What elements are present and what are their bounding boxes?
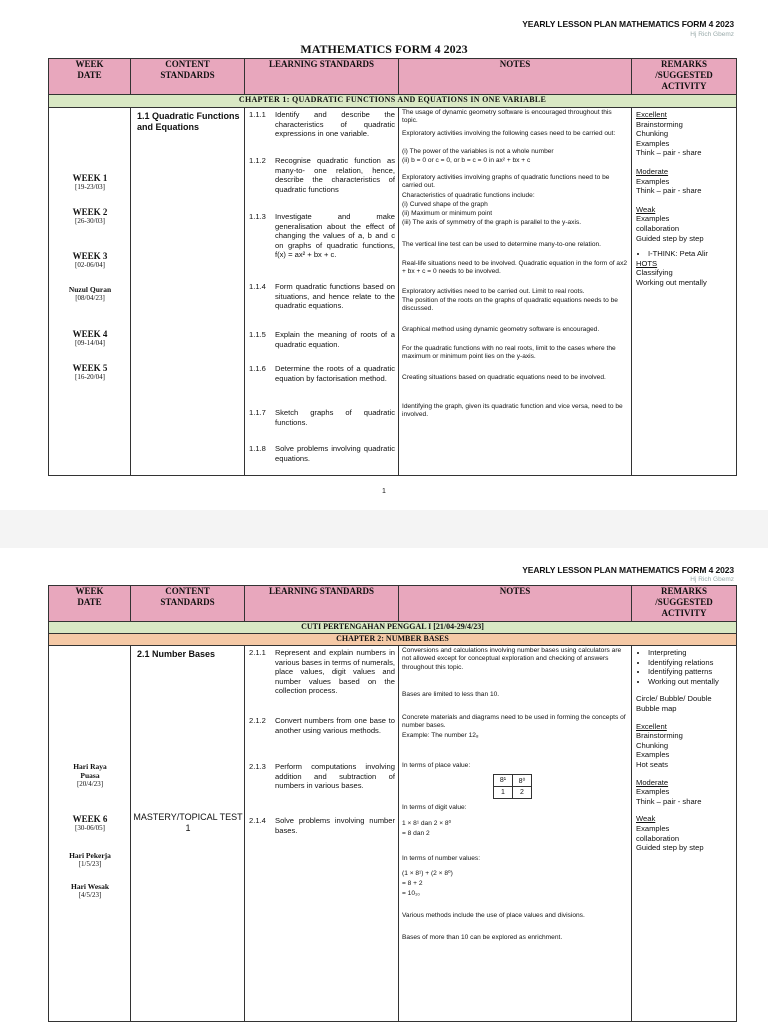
week-4: WEEK 4 [09-14/04] <box>72 329 108 347</box>
ls-1-1-1: 1.1.1 Identify and describe the characteristics of quadratic expressions in one variable. <box>249 110 395 139</box>
note: = 10₁₀ <box>402 890 420 897</box>
notes-cell <box>399 108 632 476</box>
note: (1 × 8¹) + (2 × 8⁰) <box>402 870 453 877</box>
page-2 <box>0 548 768 1024</box>
ls-2-1-2: 2.1.2 Convert numbers from one base to another using various methods. <box>249 716 395 735</box>
note: = 8 dan 2 <box>402 830 430 837</box>
note: Concrete materials and diagrams need to be used in forming the concepts of number bases. <box>402 714 626 730</box>
note: (ii) Maximum or minimum point <box>402 210 493 217</box>
remarks-cell <box>632 108 737 476</box>
chapter-2-title: CHAPTER 2: NUMBER BASES <box>49 634 737 646</box>
content-standard-cell <box>131 646 245 1022</box>
week-3: WEEK 3 [02-06/04] <box>72 251 108 269</box>
note: Exploratory activities involving the following cases need to be carried out: <box>402 130 616 137</box>
remarks-cell <box>632 646 737 1022</box>
col-learning-standards: LEARNING STANDARDS <box>245 586 399 622</box>
ls-1-1-5: 1.1.5 Explain the meaning of roots of a quadratic equation. <box>249 330 395 349</box>
ls-2-1-1: 2.1.1 Represent and explain numbers in various bases in terms of numerals, place values, digit values and number values based on the collection process. <box>249 648 395 696</box>
mastery-test-label: MASTERY/TOPICAL TEST 1 <box>133 812 243 833</box>
note: Identifying the graph, given its quadratic function and vice versa, need to be involved. <box>402 403 623 419</box>
author-watermark: Hj Rich Gbemz <box>690 31 734 38</box>
running-title: YEARLY LESSON PLAN MATHEMATICS FORM 4 2023 <box>522 19 734 29</box>
week-2: WEEK 2 [26-30/03] <box>72 207 108 225</box>
col-notes: NOTES <box>399 586 632 622</box>
holiday-nuzul-quran: Nuzul Quran [08/04/23] <box>68 285 112 302</box>
chapter-1-title: CHAPTER 1: QUADRATIC FUNCTIONS AND EQUATIONS IN ONE VARIABLE <box>49 95 737 108</box>
note: In terms of digit value: <box>402 804 467 811</box>
week-cell <box>49 646 131 1022</box>
author-watermark: Hj Rich Gbemz <box>690 576 734 583</box>
note: Exploratory activities need to be carried out. Limit to real roots. <box>402 288 585 295</box>
col-week-text: WEEK DATE <box>75 59 104 80</box>
ls-1-1-2: 1.1.2 Recognise quadratic function as many-to- one relation, hence, describe the characteristics of quadratic functions <box>249 156 395 194</box>
ls-2-1-3: 2.1.3 Perform computations involving addition and subtraction of numbers in various bases. <box>249 762 395 791</box>
note: The vertical line test can be used to determine many-to-one relation. <box>402 241 602 248</box>
note: Creating situations based on quadratic equations need to be involved. <box>402 374 606 381</box>
lesson-plan-table-1 <box>48 58 737 476</box>
note: Conversions and calculations involving number bases using calculators are not allowed except for conceptual exploration and checking of answers throughout this topic. <box>402 647 622 671</box>
week-6: WEEK 6 [30-06/05] <box>72 814 108 832</box>
page-number: 1 <box>382 488 386 495</box>
week-cell <box>49 108 131 476</box>
ls-1-1-7: 1.1.7 Sketch graphs of quadratic functions. <box>249 408 395 427</box>
note: 1 × 8¹ dan 2 × 8⁰ <box>402 820 452 827</box>
note: = 8 + 2 <box>402 880 423 887</box>
holiday-hari-wesak: Hari Wesak [4/5/23] <box>71 882 109 899</box>
ls-2-1-4: 2.1.4 Solve problems involving number bases. <box>249 816 395 835</box>
note: In terms of place value: <box>402 762 471 769</box>
running-title: YEARLY LESSON PLAN MATHEMATICS FORM 4 2023 <box>522 565 734 575</box>
page-gap <box>0 510 768 548</box>
holiday-hari-raya: Hari Raya Puasa [20/4/23] <box>73 762 107 788</box>
week-1: WEEK 1 [19-23/03] <box>72 173 108 191</box>
col-notes: NOTES <box>399 59 632 95</box>
remarks-content: • Interpreting • Identifying relations • Identifying patterns • Working out mentally Circle/ Bubble/ Double Bubble map Excellent Brainstorming Chunking Examples Hot seats Moderate Examples Think – pair - share Weak Examples collaboration Guided step by step <box>632 646 736 855</box>
note: Example: The number 12₈ <box>402 732 479 739</box>
document-title: MATHEMATICS FORM 4 2023 <box>300 42 468 56</box>
note: (i) The power of the variables is not a whole number <box>402 148 554 155</box>
note: Characteristics of quadratic functions include: <box>402 192 535 199</box>
note: Bases of more than 10 can be explored as enrichment. <box>402 934 563 941</box>
note: Real-life situations need to be involved. Quadratic equation in the form of ax2 + bx + c = 0 needs to be involved. <box>402 260 628 276</box>
col-week-date <box>49 59 131 95</box>
learning-standards-cell <box>245 108 399 476</box>
learning-standards-cell <box>245 646 399 1022</box>
col-week-date: WEEK DATE <box>49 586 131 622</box>
col-remarks: REMARKS /SUGGESTED ACTIVITY <box>632 59 737 95</box>
remarks-content: Excellent Brainstorming Chunking Examples Think – pair - share Moderate Examples Think – pair - share Weak Examples collaboration Guided step by step • I-THINK: Peta Alir HOTS Classifying Working out mentally <box>632 108 736 290</box>
ls-1-1-3: 1.1.3 Investigate and make generalisation about the effect of changing the values of a, b and c on graphs of quadratic functions, f(x) = ax² + bx + c. <box>249 212 395 260</box>
week-5: WEEK 5 [16-20/04] <box>72 363 108 381</box>
note: Bases are limited to less than 10. <box>402 691 500 698</box>
note: (i) Curved shape of the graph <box>402 201 488 208</box>
ls-1-1-6: 1.1.6 Determine the roots of a quadratic equation by factorisation method. <box>249 364 395 383</box>
content-standard-2-1: 2.1 Number Bases <box>137 649 216 659</box>
lesson-plan-table-2 <box>48 585 737 1022</box>
note: Various methods include the use of place values and divisions. <box>402 912 585 919</box>
ls-1-1-8: 1.1.8 Solve problems involving quadratic equations. <box>249 444 395 463</box>
thinking-map: Circle/ Bubble/ Double Bubble map <box>636 694 712 713</box>
notes-cell <box>399 646 632 1022</box>
note: Graphical method using dynamic geometry software is encouraged. <box>402 326 600 333</box>
note: (iii) The axis of symmetry of the graph is parallel to the y-axis. <box>402 219 582 226</box>
col-content-standards: CONTENT STANDARDS <box>131 59 245 95</box>
content-standard-cell <box>131 108 245 476</box>
note: Exploratory activities involving graphs of quadratic functions need to be carried out. <box>402 174 610 190</box>
note: (ii) b = 0 or c = 0, or b = c = 0 in ax² + bx + c <box>402 157 531 164</box>
note: For the quadratic functions with no real roots, limit to the cases where the maximum or minimum point lies on the y-axis. <box>402 345 616 361</box>
holiday-hari-pekerja: Hari Pekerja [1/5/23] <box>69 851 111 868</box>
col-learning-standards: LEARNING STANDARDS <box>245 59 399 95</box>
note: The usage of dynamic geometry software is encouraged throughout this topic. <box>402 109 612 125</box>
note: In terms of number values: <box>402 855 481 862</box>
place-value-table: 8¹ 8⁰ 1 2 <box>493 774 532 799</box>
col-content-standards: CONTENT STANDARDS <box>131 586 245 622</box>
ithink-item: • I-THINK: Peta Alir <box>648 249 732 259</box>
col-remarks: REMARKS /SUGGESTED ACTIVITY <box>632 586 737 622</box>
school-holiday-row: CUTI PERTENGAHAN PENGGAL I [21/04-29/4/23] <box>49 622 737 634</box>
ls-1-1-4: 1.1.4 Form quadratic functions based on situations, and hence relate to the quadratic equations. <box>249 282 395 311</box>
note: The position of the roots on the graphs of quadratic equations needs to be discussed. <box>402 297 618 313</box>
content-standard-1-1: 1.1 Quadratic Functions and Equations <box>137 111 240 132</box>
